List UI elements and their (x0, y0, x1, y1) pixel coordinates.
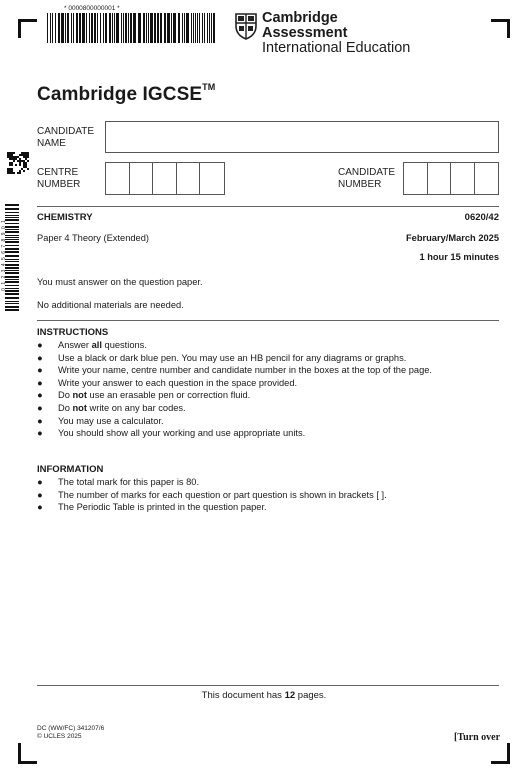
divider (37, 320, 499, 321)
candidate-name-label: CANDIDATE NAME (37, 126, 95, 149)
divider (37, 685, 499, 686)
instruction-item: ● Do not write on any bar codes. (37, 402, 186, 413)
instructions-heading: INSTRUCTIONS (37, 327, 109, 338)
cambridge-logo (234, 10, 424, 56)
logo-line-2: International Education (262, 40, 411, 56)
candidate-name-box[interactable] (105, 121, 499, 153)
instruction-item: ● Write your name, centre number and candidate number in the boxes at the top of the page. (37, 365, 432, 376)
candidate-number-cell[interactable] (451, 163, 475, 194)
instruction-item: ● You may use a calculator. (37, 415, 164, 426)
corner-mark-top-right (491, 19, 510, 22)
information-heading: INFORMATION (37, 464, 104, 475)
bullet-icon: ● (37, 489, 43, 500)
candidate-number-cell[interactable] (475, 163, 498, 194)
corner-mark-bottom-right (491, 761, 510, 764)
information-item: ● The Periodic Table is printed in the question paper. (37, 502, 267, 513)
qr-code (7, 152, 29, 174)
instruction-item: ● Answer all questions. (37, 340, 147, 350)
bullet-icon: ● (37, 352, 43, 363)
materials-note: No additional materials are needed. (37, 300, 184, 310)
corner-mark-top-left (18, 19, 37, 22)
bullet-icon: ● (37, 390, 43, 401)
paper-name: Paper 4 Theory (Extended) (37, 233, 149, 243)
bullet-icon: ● (37, 377, 43, 388)
centre-number-cell[interactable] (106, 163, 130, 194)
bullet-icon: ● (37, 365, 43, 376)
corner-mark-bottom-left (18, 761, 37, 764)
crest-icon (234, 12, 258, 40)
bullet-icon: ● (37, 415, 43, 426)
page-count-note: This document has 12 pages. (201, 690, 327, 701)
answer-note: You must answer on the question paper. (37, 277, 203, 287)
instructions-list (37, 339, 432, 440)
divider (37, 206, 499, 207)
title-text: Cambridge IGCSE (37, 84, 203, 105)
paper-code: 0620/42 (464, 212, 499, 223)
centre-number-cell[interactable] (130, 163, 154, 194)
instruction-item: ● Do not use an erasable pen or correction fluid. (37, 390, 251, 401)
copyright: © UCLES 2025 (37, 733, 82, 740)
bullet-icon: ● (37, 340, 43, 350)
exam-duration: 1 hour 15 minutes (419, 252, 499, 262)
candidate-number-cell[interactable] (428, 163, 452, 194)
instruction-item: ● You should show all your working and use appropriate units. (37, 428, 306, 439)
turn-over: [Turn over (454, 732, 501, 743)
instruction-item: ● Use a black or dark blue pen. You may use an HB pencil for any diagrams or graphs. (37, 352, 407, 363)
trademark-mark: TM (202, 82, 216, 92)
centre-number-label: CENTRE NUMBER (37, 167, 81, 190)
candidate-number-label: CANDIDATE NUMBER (338, 167, 396, 190)
barcode-top (47, 13, 217, 43)
bullet-icon: ● (37, 477, 43, 487)
logo-line-1: Cambridge Assessment (262, 10, 348, 41)
barcode-number: * 0000800000001 * (64, 5, 120, 12)
document-reference: DC (WW/FC) 341207/6 (37, 725, 105, 732)
centre-number-cell[interactable] (200, 163, 224, 194)
centre-number-cell[interactable] (153, 163, 177, 194)
barcode-side (5, 204, 19, 312)
subject-name: CHEMISTRY (37, 212, 93, 223)
information-item: ● The number of marks for each question or part question is shown in brackets [ ]. (37, 489, 387, 500)
page-title (37, 84, 215, 106)
bullet-icon: ● (37, 428, 43, 439)
side-barcode-text: 0 1 2 3 4 5 6 7 8 9 0 1 (1, 219, 7, 291)
instruction-item: ● Write your answer to each question in the space provided. (37, 377, 298, 388)
bullet-icon: ● (37, 502, 43, 513)
information-item: ● The total mark for this paper is 80. (37, 477, 200, 487)
candidate-number-cell[interactable] (404, 163, 428, 194)
bullet-icon: ● (37, 402, 43, 413)
exam-session: February/March 2025 (405, 233, 499, 243)
centre-number-boxes[interactable] (105, 162, 225, 195)
information-list (37, 476, 387, 514)
candidate-number-boxes[interactable] (403, 162, 499, 195)
centre-number-cell[interactable] (177, 163, 201, 194)
